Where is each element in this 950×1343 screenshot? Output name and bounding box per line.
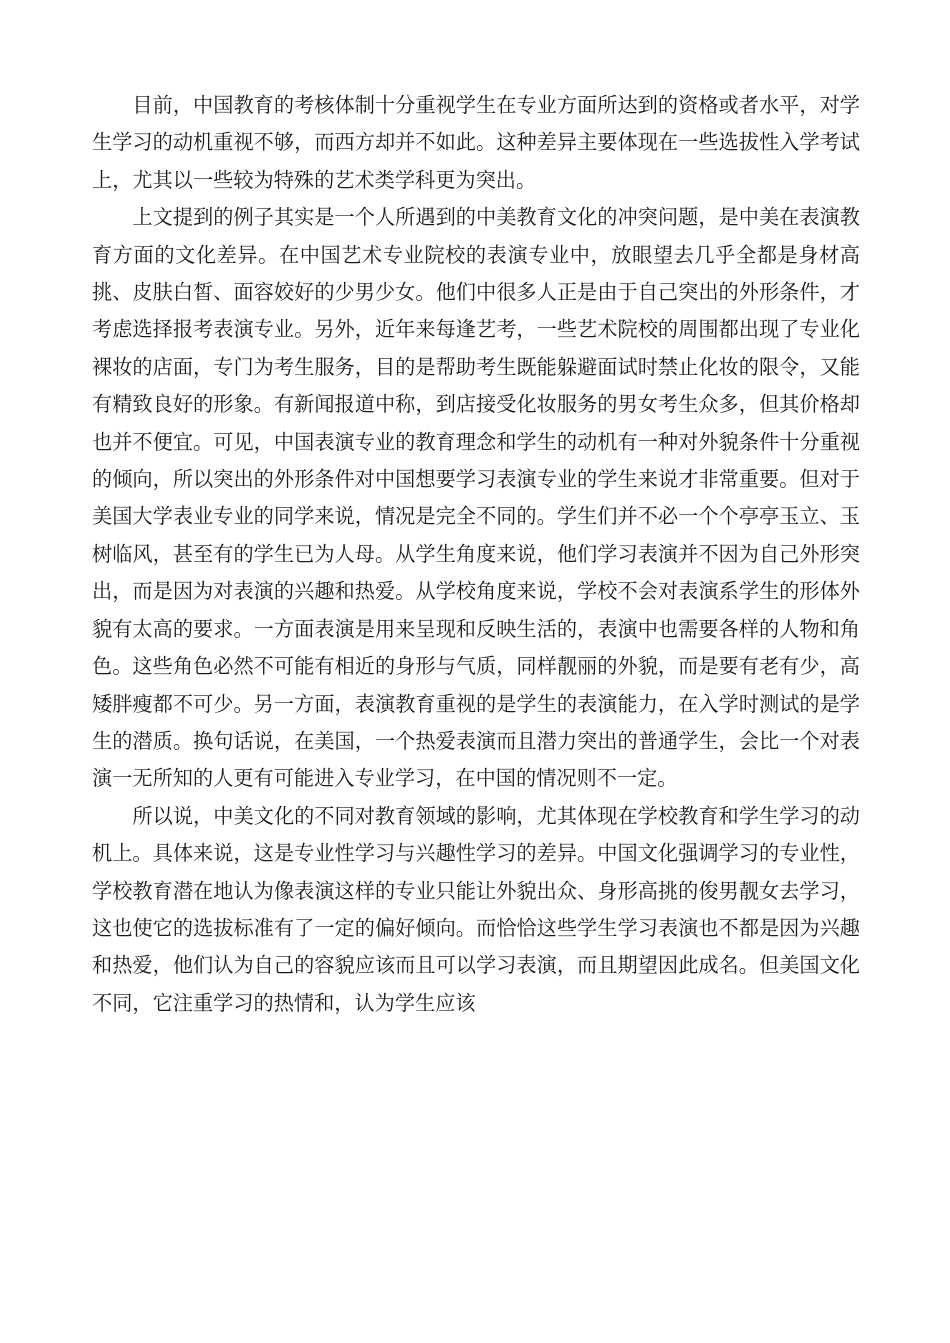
paragraph-1: 目前，中国教育的考核体制十分重视学生在专业方面所达到的资格或者水平，对学生学习的动机重视不够，而西方却并不如此。这种差异主要体现在一些选拔性入学考试上，尤其以一些较为特殊的艺术类学科更为突出。 xyxy=(92,93,860,192)
paragraph-3: 所以说，中美文化的不同对教育领域的影响，尤其体现在学校教育和学生学习的动机上。具体来说，这是专业性学习与兴趣性学习的差异。中国文化强调学习的专业性，学校教育潜在地认为像表演这样的专业只能让外貌出众、身形高挑的俊男靓女去学习，这也使它的选拔标准有了一定的偏好倾向。而恰恰这些学生学习表演也不都是因为兴趣和热爱，他们认为自己的容貌应该而且可以学习表演，而且期望因此成名。但美国文化不同，它注重学习的热情和，认为学生应该 xyxy=(92,803,860,1015)
paragraph-2: 上文提到的例子其实是一个人所遇到的中美教育文化的冲突问题，是中美在表演教育方面的文化差异。在中国艺术专业院校的表演专业中，放眼望去几乎全都是身材高挑、皮肤白皙、面容姣好的少男少女。他们中很多人正是由于自己突出的外形条件，才考虑选择报考表演专业。另外，近年来每逢艺考，一些艺术院校的周围都出现了专业化裸妆的店面，专门为考生服务，目的是帮助考生既能躲避面试时禁止化妆的限令，又能有精致良好的形象。有新闻报道中称，到店接受化妆服务的男女考生众多，但其价格却也并不便宜。可见，中国表演专业的教育理念和学生的动机有一种对外貌条件十分重视的倾向，所以突出的外形条件对中国想要学习表演专业的学生来说才非常重要。但对于美国大学表业专业的同学来说，情况是完全不同的。学生们并不必一个个亭亭玉立、玉树临风，甚至有的学生已为人母。从学生角度来说，他们学习表演并不因为自己外形突出，而是因为对表演的兴趣和热爱。从学校角度来说，学校不会对表演系学生的形体外貌有太高的要求。一方面表演是用来呈现和反映生活的，表演中也需要各样的人物和角色。这些角色必然不可能有相近的身形与气质，同样靓丽的外貌，而是要有老有少，高矮胖瘦都不可少。另一方面，表演教育重视的是学生的表演能力，在入学时测试的是学生的潜质。换句话说，在美国，一个热爱表演而且潜力突出的普通学生，会比一个对表演一无所知的人更有可能进入专业学习，在中国的情况则不一定。 xyxy=(92,205,860,791)
